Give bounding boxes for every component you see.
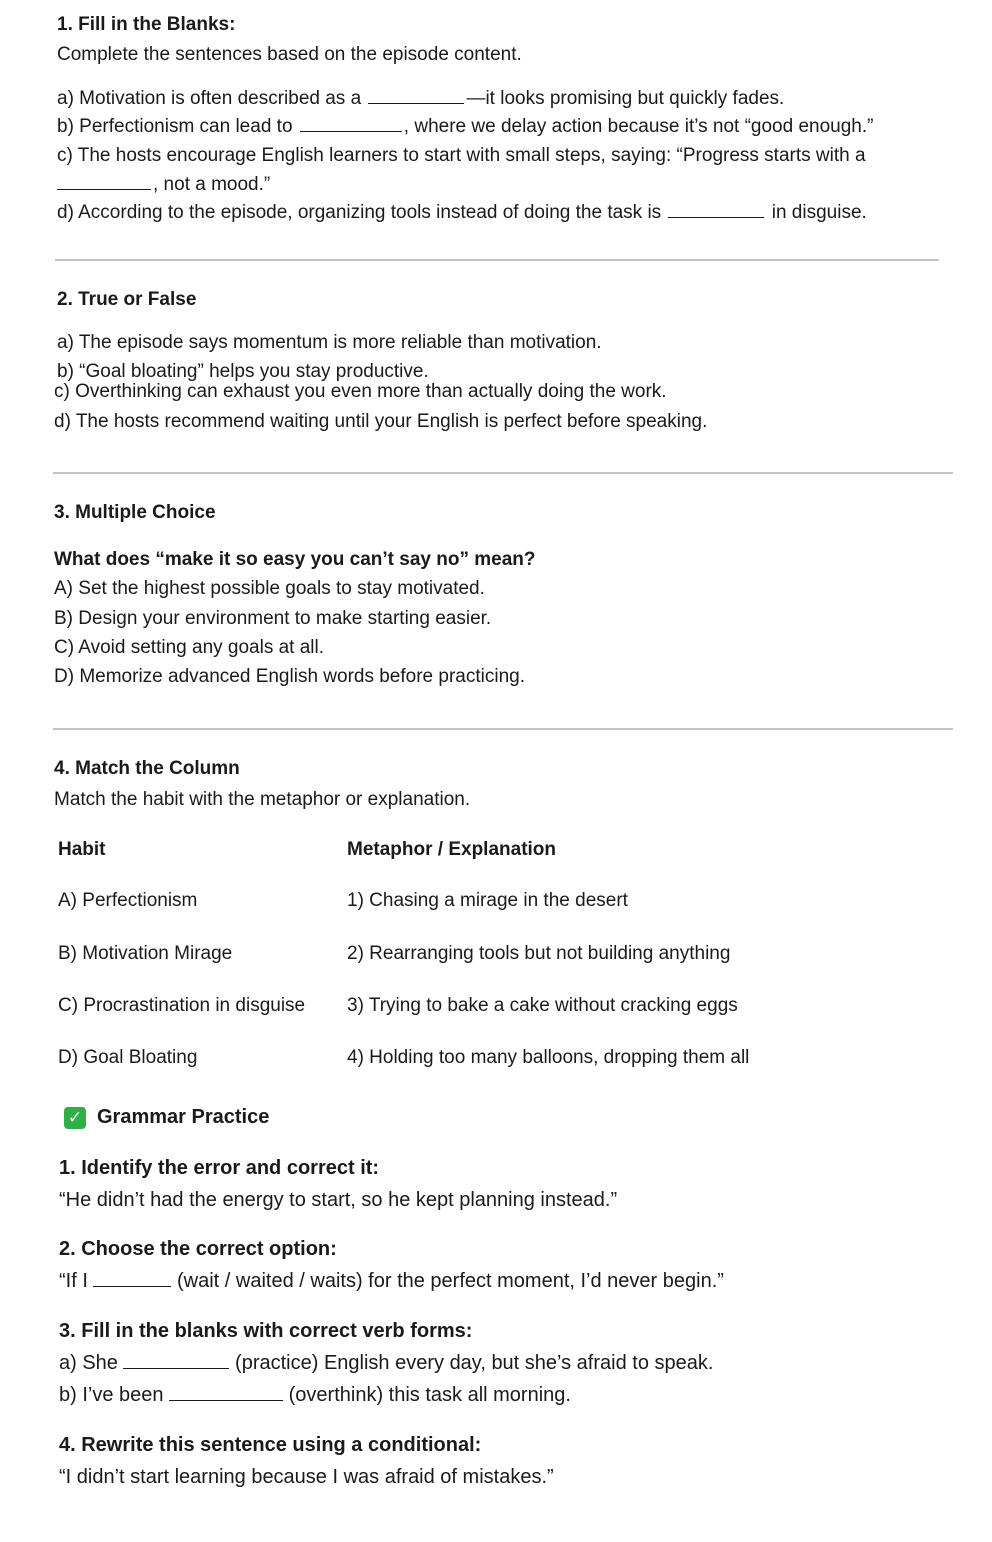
check-mark-icon: ✓ — [64, 1107, 86, 1129]
match-metaphor: 3) Trying to bake a cake without cracking eggs — [347, 995, 738, 1016]
grammar-q2-text — [59, 1270, 724, 1293]
item-text: (overthink) this task all morning. — [283, 1384, 571, 1406]
item-text: b) I’ve been — [59, 1384, 170, 1406]
grammar-q3-a — [59, 1352, 713, 1375]
grammar-q3-b — [59, 1384, 571, 1407]
match-habit: C) Procrastination in disguise — [58, 995, 306, 1016]
true-false-item: b) “Goal bloating” helps you stay productive. — [57, 361, 429, 382]
answer-blank[interactable] — [57, 173, 151, 190]
grammar-q1-text: “He didn’t had the energy to start, so he kept planning instead.” — [59, 1189, 618, 1211]
item-text: “If I — [59, 1270, 94, 1292]
choice-option-a[interactable]: A) Set the highest possible goals to stay motivated. — [54, 578, 485, 599]
grammar-q4-text: “I didn’t start learning because I was afraid of mistakes.” — [59, 1466, 554, 1488]
answer-blank[interactable] — [123, 1352, 229, 1369]
true-false-item: d) The hosts recommend waiting until your English is perfect before speaking. — [54, 411, 708, 432]
section-intro: Match the habit with the metaphor or explanation. — [54, 789, 471, 810]
match-habit: B) Motivation Mirage — [58, 943, 233, 964]
item-text: d) According to the episode, organizing tools instead of doing the task is — [57, 202, 667, 223]
answer-blank[interactable] — [668, 201, 764, 218]
section-divider — [53, 728, 953, 730]
choice-option-b[interactable]: B) Design your environment to make starting easier. — [54, 608, 492, 629]
grammar-q2-title: 2. Choose the correct option: — [59, 1238, 337, 1260]
fill-blank-item-c: c) The hosts encourage English learners to start with small steps, saying: “Progress starts with a — [57, 145, 866, 166]
true-false-item: c) Overthinking can exhaust you even more than actually doing the work. — [54, 381, 667, 402]
answer-blank[interactable] — [169, 1384, 283, 1401]
grammar-title: Grammar Practice — [97, 1106, 270, 1128]
item-text: , not a mood.” — [153, 174, 271, 195]
match-metaphor: 2) Rearranging tools but not building anything — [347, 943, 731, 964]
choice-option-d[interactable]: D) Memorize advanced English words before practicing. — [54, 666, 525, 687]
item-text: b) Perfectionism can lead to — [57, 116, 298, 137]
section-intro: Complete the sentences based on the episode content. — [57, 44, 522, 65]
answer-blank[interactable] — [300, 115, 402, 132]
item-text: , where we delay action because it’s not “good enough.” — [403, 116, 874, 137]
answer-blank[interactable] — [368, 87, 464, 104]
grammar-q4-title: 4. Rewrite this sentence using a conditional: — [59, 1434, 482, 1456]
item-text: (practice) English every day, but she’s afraid to speak. — [229, 1352, 714, 1374]
grammar-q3-title: 3. Fill in the blanks with correct verb forms: — [59, 1320, 473, 1342]
grammar-q1-title: 1. Identify the error and correct it: — [59, 1157, 380, 1179]
section-divider — [55, 259, 939, 261]
fill-blank-item-b — [57, 115, 873, 138]
section-title-multiple-choice: 3. Multiple Choice — [54, 502, 216, 523]
match-habit: D) Goal Bloating — [58, 1047, 198, 1068]
section-title-match: 4. Match the Column — [54, 758, 240, 779]
match-habit: A) Perfectionism — [58, 890, 198, 911]
item-text: (wait / waited / waits) for the perfect moment, I’d never begin.” — [171, 1270, 724, 1292]
section-title-fill-blanks: 1. Fill in the Blanks: — [57, 14, 236, 35]
column-header-metaphor: Metaphor / Explanation — [347, 839, 557, 860]
choice-option-c[interactable]: C) Avoid setting any goals at all. — [54, 637, 325, 658]
section-divider — [53, 472, 953, 474]
item-text: in disguise. — [766, 202, 867, 223]
fill-blank-item-d — [57, 201, 867, 224]
item-text: a) She — [59, 1352, 124, 1374]
section-title-true-false: 2. True or False — [57, 289, 197, 310]
column-header-habit: Habit — [58, 839, 106, 860]
match-metaphor: 4) Holding too many balloons, dropping them all — [347, 1047, 750, 1068]
fill-blank-item-c-cont — [57, 173, 270, 196]
fill-blank-item-a — [57, 87, 784, 110]
true-false-item: a) The episode says momentum is more reliable than motivation. — [57, 332, 602, 353]
answer-blank[interactable] — [93, 1270, 171, 1287]
item-text: —it looks promising but quickly fades. — [466, 88, 785, 109]
item-text: a) Motivation is often described as a — [57, 88, 367, 109]
match-metaphor: 1) Chasing a mirage in the desert — [347, 890, 628, 911]
question-text: What does “make it so easy you can’t say no” mean? — [54, 549, 536, 570]
